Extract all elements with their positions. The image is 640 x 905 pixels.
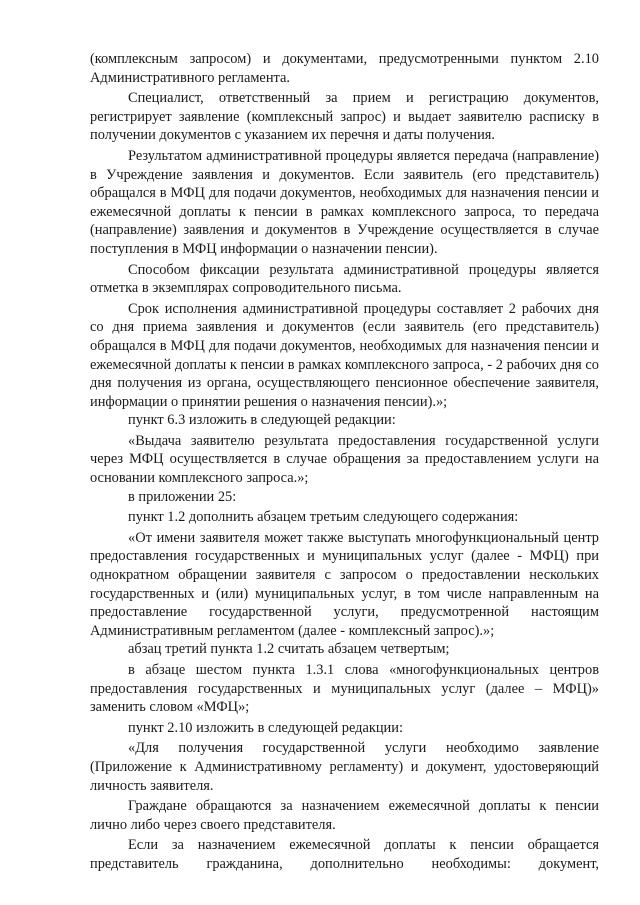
paragraph-item-6-3: пункт 6.3 изложить в следующей редакции: [128, 412, 396, 429]
paragraph-representative: Если за назначением ежемесячной доплаты к пенсии обращается представитель гражданина, дополнительно необходимы: документ, [90, 837, 599, 872]
paragraph-procedure-result: Результатом административной процедуры является передача (направление) в Учреждение заявления и документов. Если заявитель (его представитель) обращался в МФЦ для подачи документов, необходимых для назначения пенсии и ежемесячной доплаты к пенсии в рамках комплексного запроса, то передача (направление) заявления и документов в Учреждение осуществляется в случае поступления в МФЦ информации о назначении пенсии). [90, 147, 599, 257]
paragraph-result-fixation: Способом фиксации результата административной процедуры является отметка в экземплярах сопроводительного письма. [90, 261, 599, 297]
paragraph-item-1-2-renumber: абзац третий пункта 1.2 считать абзацем четвертым; [128, 641, 450, 658]
paragraph-item-1-3-1: в абзаце шестом пункта 1.3.1 слова «многофункциональных центров предоставления государственных и муниципальных услуг (далее – МФЦ)» заменить словом «МФЦ»; [90, 662, 599, 716]
paragraph-item-2-10-text: «Для получения государственной услуги необходимо заявление (Приложение к Административному регламенту) и документ, удостоверяющий личность заявителя. [90, 740, 599, 794]
paragraph-item-1-2-text: «От имени заявителя может также выступать многофункциональный центр предоставления государственных и муниципальных услуг (далее - МФЦ) при однократном обращении заявителя с запросом о предоставлении нескольких государственных и (или) муниципальных услуг, в том числе направленным на предоставление государственной услуги, предусмотренной настоящим Административным регламентом (далее - комплексный запрос).»; [90, 529, 599, 639]
paragraph-registration-specialist: Специалист, ответственный за прием и регистрацию документов, регистрирует заявление (комплексный запрос) и выдает заявителю расписку в получении документов с указанием их перечня и даты получения. [90, 90, 599, 144]
paragraph-item-6-3-text: «Выдача заявителю результата предоставления государственной услуги через МФЦ осуществляется в случае обращения за предоставлением услуги на основании комплексного запроса.»; [90, 432, 599, 487]
paragraph-citizens-apply: Граждане обращаются за назначением ежемесячной доплаты к пенсии лично либо через своего представителя. [90, 798, 599, 833]
document-body [90, 50, 599, 874]
paragraph-item-2-10: пункт 2.10 изложить в следующей редакции: [128, 719, 403, 736]
paragraph-appendix-25: в приложении 25: [128, 488, 237, 505]
paragraph-continuation: (комплексным запросом) и документами, предусмотренными пунктом 2.10 Административного регламента. [90, 51, 599, 86]
paragraph-item-1-2: пункт 1.2 дополнить абзацем третьим следующего содержания: [128, 509, 519, 526]
paragraph-procedure-term: Срок исполнения административной процедуры составляет 2 рабочих дня со дня приема заявления и документов (если заявитель (его представитель) обращался в МФЦ для подачи документов, необходимых для назначения пенсии и ежемесячной доплаты к пенсии в рамках комплексного запроса, - 2 рабочих дня со дня получения из органа, осуществляющего пенсионное обеспечение заявителя, информации о принятии решения о назначения пенсии).»; [90, 300, 599, 410]
